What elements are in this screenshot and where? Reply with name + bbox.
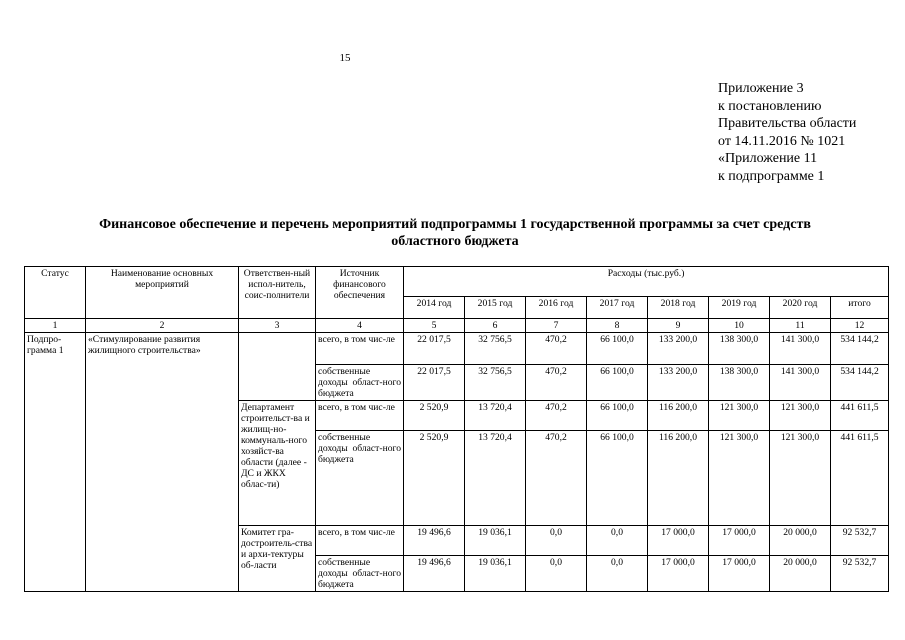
header-activity-name: Наименование основных мероприятий xyxy=(86,267,239,319)
funding-source-cell: собственные доходы област-ного бюджета xyxy=(316,365,404,401)
funding-source-cell: собственные доходы област-ного бюджета xyxy=(316,431,404,526)
activity-name-cell: «Стимулирование развития жилищного строительства» xyxy=(86,333,239,592)
column-number: 6 xyxy=(465,319,526,333)
column-number: 5 xyxy=(404,319,465,333)
value-cell: 19 496,6 xyxy=(404,556,465,592)
value-cell: 441 611,5 xyxy=(831,401,889,431)
value-cell: 141 300,0 xyxy=(770,365,831,401)
appendix-line: «Приложение 11 xyxy=(718,151,818,166)
value-cell: 13 720,4 xyxy=(465,401,526,431)
executor-cell-empty xyxy=(239,333,316,401)
document-title xyxy=(40,216,870,250)
value-cell: 22 017,5 xyxy=(404,333,465,365)
value-cell: 121 300,0 xyxy=(770,431,831,526)
column-number: 11 xyxy=(770,319,831,333)
column-number: 3 xyxy=(239,319,316,333)
column-number: 10 xyxy=(709,319,770,333)
value-cell: 441 611,5 xyxy=(831,431,889,526)
value-cell: 116 200,0 xyxy=(648,401,709,431)
header-year: 2015 год xyxy=(465,297,526,319)
header-expenses: Расходы (тыс.руб.) xyxy=(404,267,889,297)
page-number: 15 xyxy=(339,52,351,64)
value-cell: 470,2 xyxy=(526,333,587,365)
value-cell: 121 300,0 xyxy=(770,401,831,431)
value-cell: 17 000,0 xyxy=(709,556,770,592)
value-cell: 138 300,0 xyxy=(709,365,770,401)
header-year: 2014 год xyxy=(404,297,465,319)
funding-source-cell: всего, в том чис-ле xyxy=(316,333,404,365)
value-cell: 66 100,0 xyxy=(587,401,648,431)
value-cell: 141 300,0 xyxy=(770,333,831,365)
value-cell: 133 200,0 xyxy=(648,365,709,401)
appendix-line: к постановлению xyxy=(718,98,822,114)
value-cell: 32 756,5 xyxy=(465,333,526,365)
value-cell: 116 200,0 xyxy=(648,431,709,526)
value-cell: 19 496,6 xyxy=(404,526,465,556)
header-status: Статус xyxy=(25,267,86,319)
column-number: 12 xyxy=(831,319,889,333)
column-number: 1 xyxy=(25,319,86,333)
value-cell: 22 017,5 xyxy=(404,365,465,401)
value-cell: 470,2 xyxy=(526,365,587,401)
value-cell: 17 000,0 xyxy=(648,556,709,592)
budget-table xyxy=(24,266,889,592)
header-year: 2018 год xyxy=(648,297,709,319)
header-executor: Ответствен-ный испол-нитель, соис-полнители xyxy=(239,267,316,319)
header-year: 2016 год xyxy=(526,297,587,319)
column-number: 2 xyxy=(86,319,239,333)
funding-source-cell: собственные доходы област-ного бюджета xyxy=(316,556,404,592)
column-number: 7 xyxy=(526,319,587,333)
value-cell: 121 300,0 xyxy=(709,431,770,526)
column-number: 8 xyxy=(587,319,648,333)
header-year: 2019 год xyxy=(709,297,770,319)
column-number: 4 xyxy=(316,319,404,333)
appendix-line: от 14.11.2016 № 1021 xyxy=(718,133,846,149)
value-cell: 19 036,1 xyxy=(465,556,526,592)
value-cell: 17 000,0 xyxy=(648,526,709,556)
value-cell: 17 000,0 xyxy=(709,526,770,556)
value-cell: 92 532,7 xyxy=(831,556,889,592)
header-total: итого xyxy=(831,297,889,319)
header-year: 2020 год xyxy=(770,297,831,319)
value-cell: 138 300,0 xyxy=(709,333,770,365)
value-cell: 0,0 xyxy=(587,526,648,556)
executor-cell: Комитет гра-достроитель-ства и архи-тектуры об-ласти xyxy=(239,526,316,592)
value-cell: 66 100,0 xyxy=(587,333,648,365)
value-cell: 0,0 xyxy=(526,526,587,556)
value-cell: 121 300,0 xyxy=(709,401,770,431)
value-cell: 92 532,7 xyxy=(831,526,889,556)
value-cell: 2 520,9 xyxy=(404,431,465,526)
status-cell: Подпро-грамма 1 xyxy=(25,333,86,592)
executor-cell: Департамент строительст-ва и жилищ-но-коммуналь-ного хозяйст-ва области (далее - ДС и ЖКХ облас-ти) xyxy=(239,401,316,526)
document-title-line: областного бюджета xyxy=(391,234,519,249)
header-funding-source: Источник финансового обеспечения xyxy=(316,267,404,319)
column-number: 9 xyxy=(648,319,709,333)
funding-source-cell: всего, в том чис-ле xyxy=(316,401,404,431)
value-cell: 20 000,0 xyxy=(770,556,831,592)
appendix-line: Приложение 3 xyxy=(718,81,804,96)
value-cell: 534 144,2 xyxy=(831,365,889,401)
value-cell: 19 036,1 xyxy=(465,526,526,556)
value-cell: 66 100,0 xyxy=(587,431,648,526)
value-cell: 470,2 xyxy=(526,401,587,431)
appendix-line: к подпрограмме 1 xyxy=(718,168,825,184)
value-cell: 470,2 xyxy=(526,431,587,526)
funding-source-cell: всего, в том чис-ле xyxy=(316,526,404,556)
appendix-line: Правительства области xyxy=(718,116,857,131)
value-cell: 13 720,4 xyxy=(465,431,526,526)
value-cell: 534 144,2 xyxy=(831,333,889,365)
value-cell: 20 000,0 xyxy=(770,526,831,556)
appendix-block xyxy=(718,80,856,185)
document-title-line: Финансовое обеспечение и перечень мероприятий подпрограммы 1 государственной программы за счет средств xyxy=(99,217,811,232)
value-cell: 133 200,0 xyxy=(648,333,709,365)
value-cell: 0,0 xyxy=(526,556,587,592)
value-cell: 2 520,9 xyxy=(404,401,465,431)
value-cell: 32 756,5 xyxy=(465,365,526,401)
value-cell: 66 100,0 xyxy=(587,365,648,401)
value-cell: 0,0 xyxy=(587,556,648,592)
header-year: 2017 год xyxy=(587,297,648,319)
